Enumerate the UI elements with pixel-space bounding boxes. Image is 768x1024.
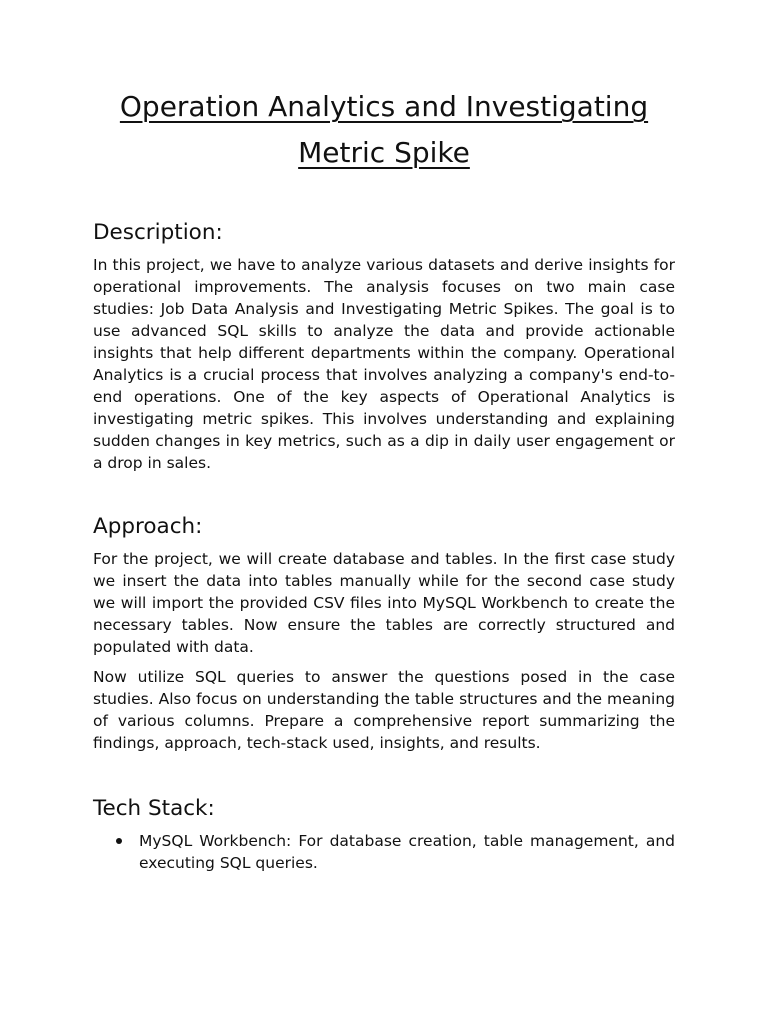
tech-stack-list xyxy=(93,830,675,874)
tech-stack-section xyxy=(93,794,675,874)
approach-heading: Approach: xyxy=(93,514,203,539)
document-title-line-2: Metric Spike xyxy=(298,136,470,169)
tech-stack-item-text: MySQL Workbench: For database creation, table management, and executing SQL queries. xyxy=(139,832,675,872)
bullet-icon xyxy=(116,838,122,844)
description-heading: Description: xyxy=(93,220,223,245)
description-section xyxy=(93,218,675,474)
document-title-line-1: Operation Analytics and Investigating xyxy=(119,90,649,123)
approach-paragraph-2: Now utilize SQL queries to answer the questions posed in the case studies. Also focus on understanding the table structures and the meaning of various columns. Prepare a comprehensive report summarizing the findings, approach, tech-stack used, insights, and results. xyxy=(93,668,675,752)
list-item xyxy=(93,830,675,874)
approach-paragraph-1: For the project, we will create database and tables. In the first case study we insert the data into tables manually while for the second case study we will import the provided CSV files into MySQL Workbench to create the necessary tables. Now ensure the tables are correctly structured and populated with data. xyxy=(93,550,675,656)
approach-section xyxy=(93,512,675,754)
tech-stack-heading: Tech Stack: xyxy=(93,796,215,821)
description-paragraph: In this project, we have to analyze various datasets and derive insights for operational improvements. The analysis focuses on two main case studies: Job Data Analysis and Investigating Metric Spikes. The goal is to use advanced SQL skills to analyze the data and provide actionable insights that help different departments within the company. Operational Analytics is a crucial process that involves analyzing a company's end-to-end operations. One of the key aspects of Operational Analytics is investigating metric spikes. This involves understanding and explaining sudden changes in key metrics, such as a dip in daily user engagement or a drop in sales. xyxy=(93,256,675,472)
document-title xyxy=(93,84,675,176)
document-page xyxy=(93,84,675,874)
